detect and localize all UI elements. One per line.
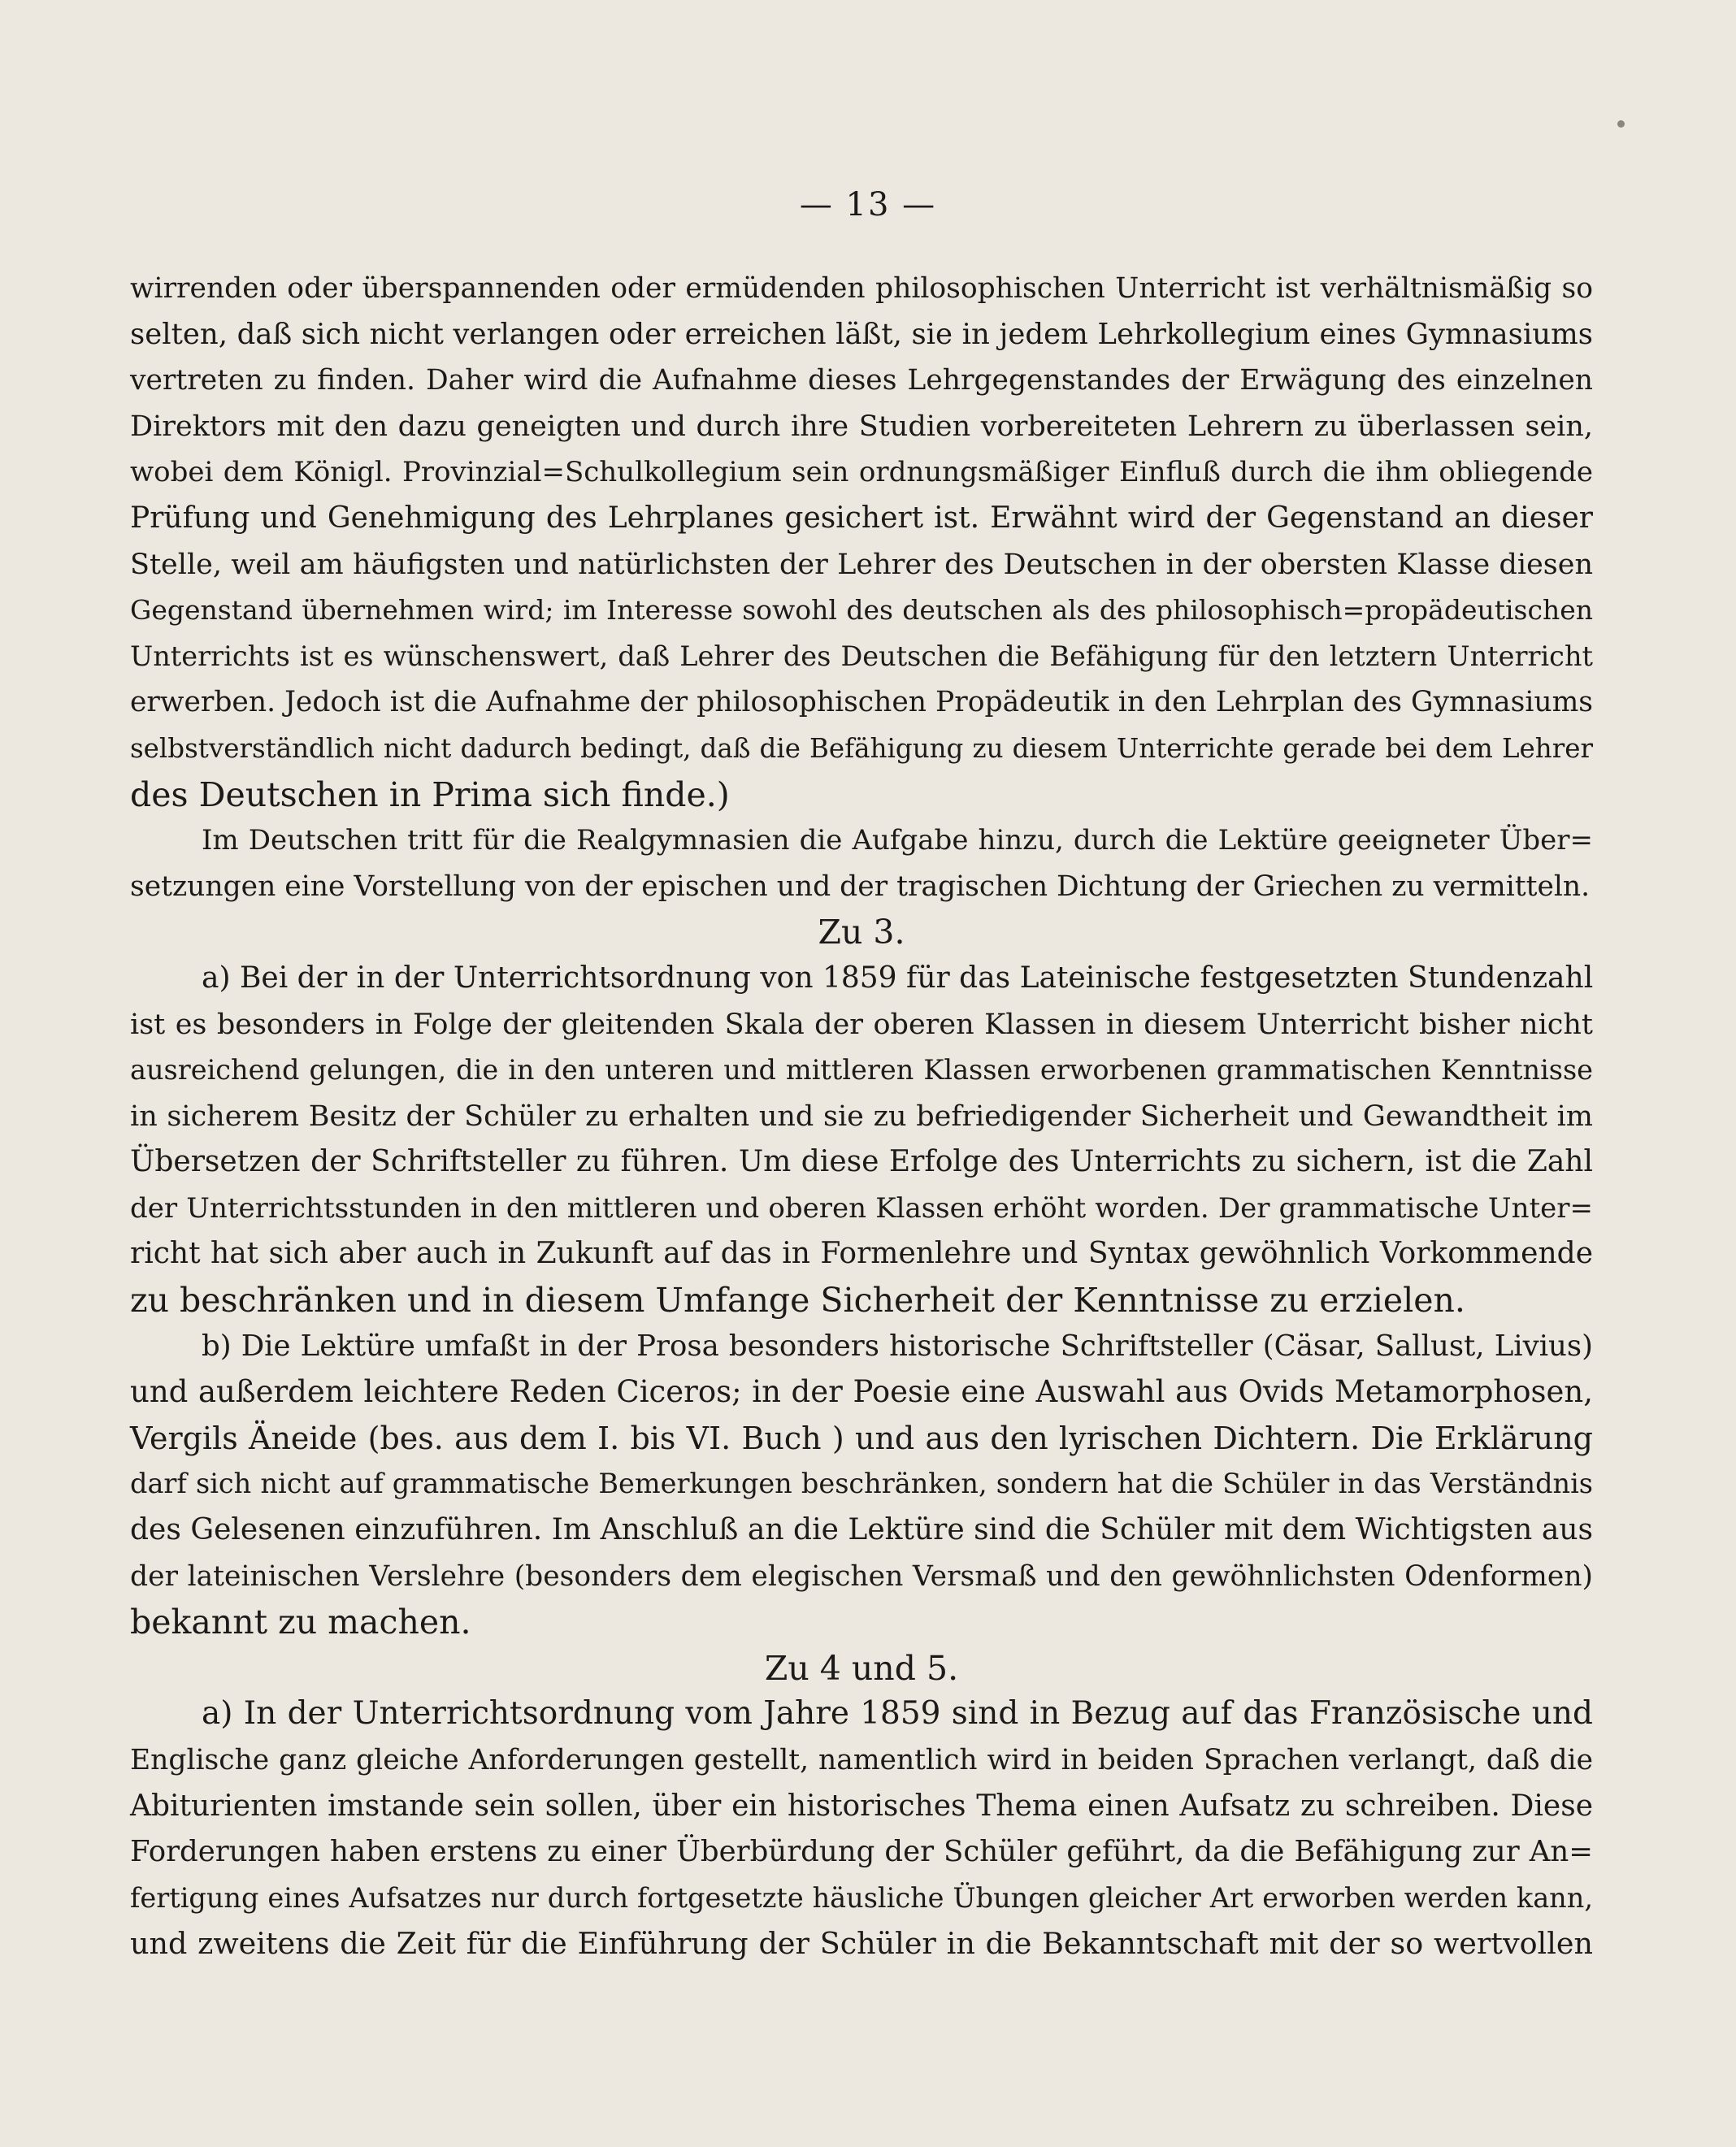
- text-line: in sicherem Besitz der Schüler zu erhalten und sie zu befriedigender Sicherheit und Gewandtheit im: [130, 1100, 1593, 1133]
- text-line: fertigung eines Aufsatzes nur durch fortgesetzte häusliche Übungen gleicher Art erworben werden kann,: [130, 1881, 1593, 1914]
- text-line: und zweitens die Zeit für die Einführung der Schüler in die Bekanntschaft mit der so wertvollen: [130, 1926, 1593, 1962]
- ink-speck: [1617, 120, 1625, 128]
- text-line: Prüfung und Genehmigung des Lehrplanes gesichert ist. Erwähnt wird der Gegenstand an dieser: [130, 501, 1593, 535]
- text-line: wobei dem Königl. Provinzial=Schulkollegium sein ordnungsmäßiger Einfluß durch die ihm obliegende: [130, 456, 1593, 489]
- text-line: Gegenstand übernehmen wird; im Interesse sowohl des deutschen als des philosophisch=propädeutischen: [130, 594, 1593, 627]
- text-line: setzungen eine Vorstellung von der epischen und der tragischen Dichtung der Griechen zu vermitteln.: [130, 870, 1591, 903]
- text-line: ist es besonders in Folge der gleitenden Skala der oberen Klassen in diesem Unterricht bisher nicht: [130, 1008, 1593, 1041]
- text-line: b) Die Lektüre umfaßt in der Prosa besonders historische Schriftsteller (Cäsar, Sallust, Livius): [202, 1329, 1593, 1363]
- text-line: bekannt zu machen.: [130, 1603, 471, 1642]
- text-line: Abiturienten imstande sein sollen, über ein historisches Thema einen Aufsatz zu schreiben. Diese: [130, 1789, 1593, 1823]
- text-line: der lateinischen Verslehre (besonders dem elegischen Versmaß und den gewöhnlichsten Odenformen): [130, 1559, 1593, 1593]
- body-text: [130, 266, 1593, 1967]
- text-line: selten, daß sich nicht verlangen oder erreichen läßt, sie in jedem Lehrkollegium eines Gymnasiums: [130, 317, 1593, 351]
- text-line: darf sich nicht auf grammatische Bemerkungen beschränken, sondern hat die Schüler in das Verständnis: [130, 1468, 1593, 1500]
- section-heading: Zu 4 und 5.: [764, 1648, 959, 1688]
- text-line: Forderungen haben erstens zu einer Überbürdung der Schüler geführt, da die Befähigung zur An=: [130, 1835, 1593, 1869]
- text-line: richt hat sich aber auch in Zukunft auf das in Formenlehre und Syntax gewöhnlich Vorkommende: [130, 1237, 1593, 1271]
- text-line: Englische ganz gleiche Anforderungen gestellt, namentlich wird in beiden Sprachen verlangt, daß die: [130, 1744, 1593, 1776]
- text-line: des Gelesenen einzuführen. Im Anschluß an die Lektüre sind die Schüler mit dem Wichtigsten aus: [130, 1513, 1593, 1547]
- text-line: Vergils Äneide (bes. aus dem I. bis VI. Buch ) und aus den lyrischen Dichtern. Die Erklärung: [130, 1420, 1593, 1456]
- text-line: vertreten zu finden. Daher wird die Aufnahme dieses Lehrgegenstandes der Erwägung des einzelnen: [130, 364, 1593, 397]
- text-line: Direktors mit den dazu geneigten und durch ihre Studien vorbereiteten Lehrern zu überlassen sein,: [130, 410, 1593, 443]
- text-line: zu beschränken und in diesem Umfange Sicherheit der Kenntnisse zu erzielen.: [130, 1281, 1465, 1321]
- text-line: Im Deutschen tritt für die Realgymnasien die Aufgabe hinzu, durch die Lektüre geeigneter Über=: [202, 824, 1593, 857]
- text-line: a) Bei der in der Unterrichtsordnung von 1859 für das Lateinische festgesetzten Stundenzahl: [202, 961, 1594, 995]
- text-line: erwerben. Jedoch ist die Aufnahme der philosophischen Propädeutik in den Lehrplan des Gymnasiums: [130, 686, 1593, 719]
- text-line: selbstverständlich nicht dadurch bedingt, daß die Befähigung zu diesem Unterrichte gerade bei dem Lehrer: [130, 732, 1593, 764]
- text-line: wirrenden oder überspannenden oder ermüdenden philosophischen Unterricht ist verhältnismäßig so: [130, 272, 1593, 305]
- text-line: Unterrichts ist es wünschenswert, daß Lehrer des Deutschen die Befähigung für den letztern Unterricht: [130, 640, 1593, 672]
- text-line: der Unterrichtsstunden in den mittleren und oberen Klassen erhöht worden. Der grammatische Unter=: [130, 1191, 1593, 1225]
- text-line: des Deutschen in Prima sich finde.): [130, 774, 730, 814]
- page-number: — 13 —: [799, 186, 937, 223]
- text-line: Übersetzen der Schriftsteller zu führen. Um diese Erfolge des Unterrichts zu sichern, ist die Zahl: [130, 1145, 1593, 1179]
- text-line: Stelle, weil am häufigsten und natürlichsten der Lehrer des Deutschen in der obersten Klasse diesen: [130, 548, 1593, 581]
- text-line: und außerdem leichtere Reden Ciceros; in der Poesie eine Auswahl aus Ovids Metamorphosen,: [130, 1374, 1593, 1410]
- text-line: ausreichend gelungen, die in den unteren und mittleren Klassen erworbenen grammatischen Kenntnisse: [130, 1054, 1593, 1087]
- text-line: a) In der Unterrichtsordnung vom Jahre 1859 sind in Bezug auf das Französische und: [202, 1695, 1593, 1733]
- section-heading: Zu 3.: [818, 913, 905, 952]
